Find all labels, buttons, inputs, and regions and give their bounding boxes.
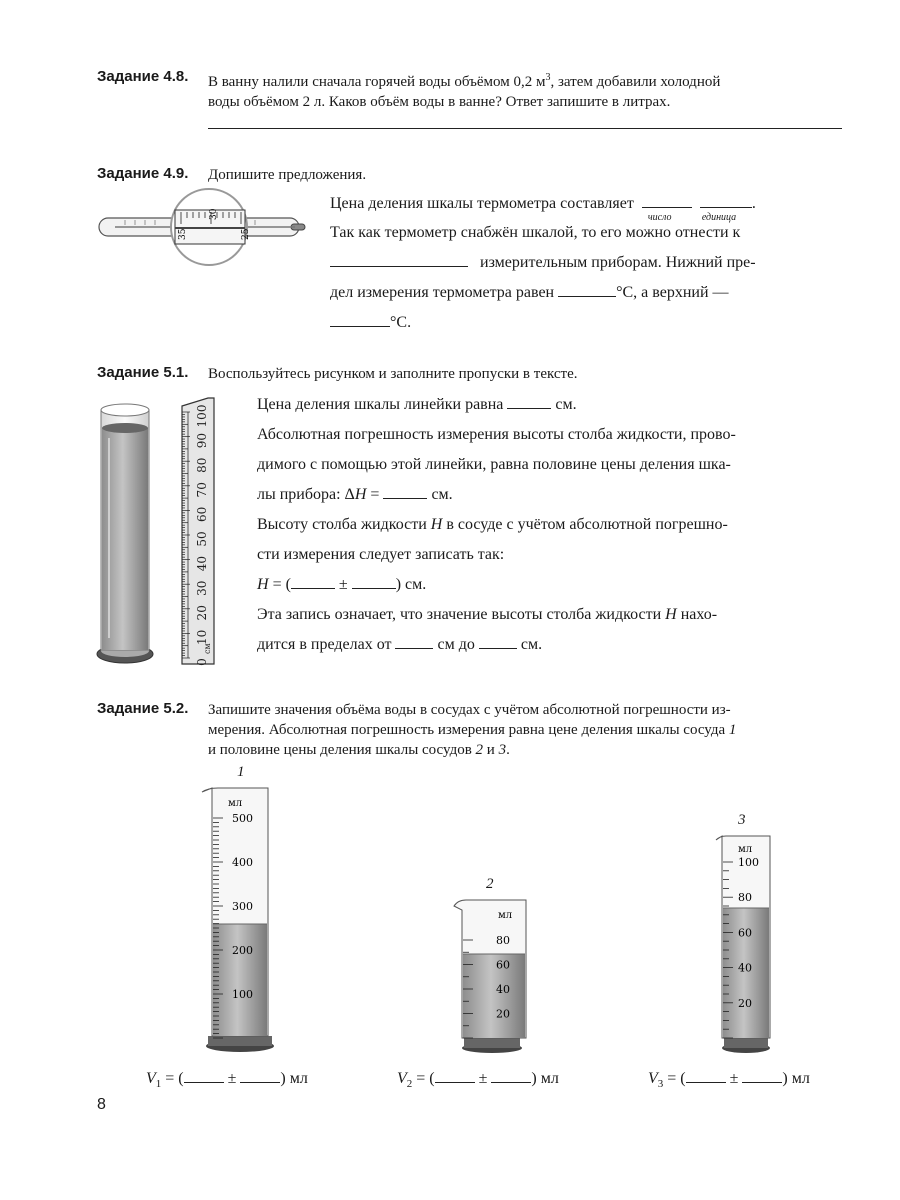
ruler-label: 60 bbox=[195, 506, 209, 523]
answer-v1[interactable]: $V_1$ = ( ± ) мл bbox=[146, 1070, 308, 1091]
cylinder-1-number: 1 bbox=[237, 764, 245, 780]
answer-v2[interactable]: $V_2$ = ( ± ) мл bbox=[397, 1070, 559, 1091]
task-5-1-intro: Воспользуйтесь рисунком и заполните пропуски в тексте. bbox=[208, 366, 578, 382]
cylinder-label: 40 bbox=[738, 961, 752, 975]
task-4-9-label: Задание 4.9. bbox=[97, 165, 189, 182]
ruler-label: 10 bbox=[195, 629, 209, 646]
task-5-2-text: Запишите значения объёма воды в сосудах с учётом абсолютной погрешности из- мерения. Абсолютная погрешность измерения равна цене деления шкалы сосуда 1 и половине цены деления шкалы сосудов 2 и 3. bbox=[208, 702, 737, 758]
cylinder-label: 300 bbox=[232, 900, 253, 913]
ruler-label: 90 bbox=[195, 432, 209, 449]
thermo-label-30: 30 bbox=[209, 208, 219, 220]
cylinder-label: 80 bbox=[496, 934, 510, 947]
cylinder-label: 40 bbox=[496, 983, 510, 996]
cylinder-label: 60 bbox=[738, 926, 752, 940]
cylinder-1 bbox=[198, 784, 288, 1054]
ruler-label: 30 bbox=[195, 580, 209, 596]
thermometer-illustration bbox=[95, 188, 315, 270]
ruler-label: 50 bbox=[195, 531, 209, 547]
task-5-2-label: Задание 5.2. bbox=[97, 700, 189, 717]
ruler-label: 100 bbox=[195, 404, 209, 428]
cylinder-1-unit: мл bbox=[228, 798, 243, 809]
cylinder-3-unit: мл bbox=[738, 844, 753, 855]
task-4-8-label: Задание 4.8. bbox=[97, 68, 189, 85]
task-4-9-body: Цена деления шкалы термометра составляет число единица . Так как термометр снабжён шкалой, то его можно отнести к измерительным приборам. Нижний пре- дел измерения термометра равен °С, а верхний — °С. bbox=[330, 195, 756, 331]
cylinder-2-number: 2 bbox=[486, 876, 494, 892]
cylinder-5-1 bbox=[95, 398, 157, 668]
page-number: 8 bbox=[97, 1096, 106, 1113]
cylinder-3 bbox=[712, 832, 782, 1056]
task-5-1-label: Задание 5.1. bbox=[97, 364, 189, 381]
cylinder-label: 20 bbox=[738, 996, 752, 1010]
cylinder-label: 80 bbox=[738, 891, 752, 905]
ruler-label: 20 bbox=[195, 605, 209, 621]
ruler-label: 40 bbox=[195, 555, 209, 572]
cylinder-label: 100 bbox=[738, 856, 759, 869]
answer-line-4-8[interactable] bbox=[208, 128, 842, 129]
cylinder-3-number: 3 bbox=[738, 812, 746, 828]
task-4-9-intro: Допишите предложения. bbox=[208, 167, 367, 183]
answer-v3[interactable]: $V_3$ = ( ± ) мл bbox=[648, 1070, 810, 1091]
task-4-8-text: В ванну налили сначала горячей воды объёмом 0,2 $м^3$, затем добавили холодной воды объёмом 2 л. Каков объём воды в ванне? Ответ запишите в литрах. bbox=[208, 72, 721, 110]
cylinder-2-unit: мл bbox=[498, 910, 513, 921]
cylinder-label: 100 bbox=[232, 988, 253, 1001]
ruler-5-1 bbox=[180, 396, 216, 668]
ruler-unit: см bbox=[203, 643, 212, 654]
cylinder-2 bbox=[448, 896, 538, 1056]
cylinder-label: 400 bbox=[232, 856, 253, 869]
ruler-label: 80 bbox=[195, 457, 209, 473]
cylinder-label: 200 bbox=[232, 944, 253, 957]
ruler-label: 70 bbox=[195, 482, 209, 498]
ruler-label: 0 bbox=[195, 658, 209, 666]
cylinder-label: 60 bbox=[496, 958, 510, 972]
cylinder-label: 500 bbox=[232, 812, 253, 825]
task-5-1-body: Цена деления шкалы линейки равна см. Абсолютная погрешность измерения высоты столба жидкости, прово- димого с помощью этой линейки, равна половине цены деления шка- лы прибора: ΔH = см. Высоту столба жидкости H в сосуде с учётом абсолютной погрешно- сти измерения следует записать так: H = ( ± ) см. Эта запись означает, что значение высоты столба жидкости H нахо- дится в пределах от см до см. bbox=[257, 396, 736, 653]
cylinder-label: 20 bbox=[496, 1007, 510, 1021]
thermo-label-35: 35 bbox=[178, 228, 188, 240]
thermo-label-25: 25 bbox=[241, 228, 251, 240]
